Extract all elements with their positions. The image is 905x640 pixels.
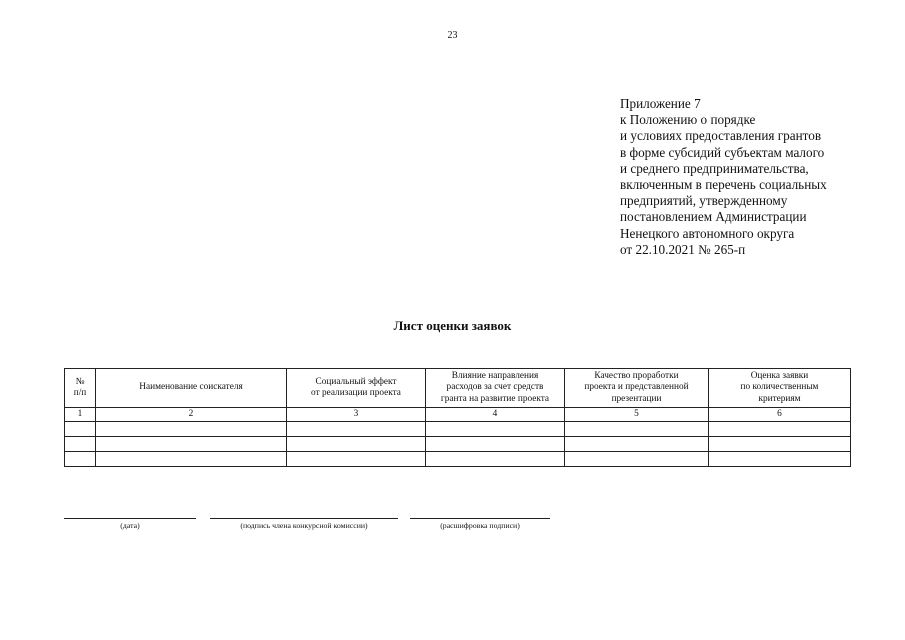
column-number: 1 <box>65 408 96 422</box>
table-cell[interactable] <box>287 452 426 467</box>
table-cell[interactable] <box>426 437 565 452</box>
table-cell[interactable] <box>426 422 565 437</box>
transcript-line[interactable] <box>410 518 550 519</box>
table-row <box>65 452 851 467</box>
column-number: 6 <box>709 408 851 422</box>
appendix-line: включенным в перечень социальных <box>620 177 827 193</box>
page-number: 23 <box>447 30 458 41</box>
column-number: 5 <box>565 408 709 422</box>
appendix-line: к Положению о порядке <box>620 112 756 128</box>
date-line[interactable] <box>64 518 196 519</box>
table-cell[interactable] <box>709 452 851 467</box>
document-title: Лист оценки заявок <box>393 318 512 333</box>
header-cell-social-effect: Социальный эффект от реализации проекта <box>287 369 426 408</box>
column-number-row <box>65 408 851 422</box>
appendix-line: Приложение 7 <box>620 96 701 111</box>
signature-label: (подпись члена конкурсной комиссии) <box>240 521 368 530</box>
header-cell-number: № п/п <box>65 369 96 408</box>
appendix-line: Ненецкого автономного округа <box>620 225 795 241</box>
header-cell-project-quality: Качество проработки проекта и представленной презентации <box>565 369 709 408</box>
transcript-label: (расшифровка подписи) <box>440 521 520 530</box>
date-label: (дата) <box>120 521 140 530</box>
table-cell[interactable] <box>565 452 709 467</box>
column-number: 4 <box>426 408 565 422</box>
table-header-row <box>65 369 851 408</box>
column-number: 3 <box>287 408 426 422</box>
appendix-line: и условиях предоставления грантов <box>620 128 822 144</box>
appendix-line: от 22.10.2021 № 265-п <box>620 241 746 257</box>
table-cell[interactable] <box>565 437 709 452</box>
table-cell[interactable] <box>709 437 851 452</box>
appendix-line: в форме субсидий субъектам малого <box>620 144 825 160</box>
header-cell-grant-influence: Влияние направления расходов за счет средств гранта на развитие проекта <box>426 369 565 408</box>
appendix-line: предприятий, утвержденному <box>620 193 788 209</box>
signature-line[interactable] <box>210 518 398 519</box>
column-number: 2 <box>96 408 287 422</box>
table-cell[interactable] <box>709 422 851 437</box>
appendix-line: и среднего предпринимательства, <box>620 160 809 176</box>
evaluation-table <box>64 368 851 467</box>
header-cell-score: Оценка заявки по количественным критериям <box>709 369 851 408</box>
table-cell[interactable] <box>565 422 709 437</box>
table-cell[interactable] <box>287 437 426 452</box>
table-row <box>65 437 851 452</box>
table-cell[interactable] <box>65 422 96 437</box>
table-row <box>65 422 851 437</box>
header-cell-applicant: Наименование соискателя <box>96 369 287 408</box>
table-cell[interactable] <box>287 422 426 437</box>
table-cell[interactable] <box>96 437 287 452</box>
table-cell[interactable] <box>96 452 287 467</box>
table-cell[interactable] <box>65 437 96 452</box>
appendix-block <box>620 96 880 258</box>
appendix-line: постановлением Администрации <box>620 209 807 225</box>
table-cell[interactable] <box>426 452 565 467</box>
table-cell[interactable] <box>96 422 287 437</box>
table-cell[interactable] <box>65 452 96 467</box>
